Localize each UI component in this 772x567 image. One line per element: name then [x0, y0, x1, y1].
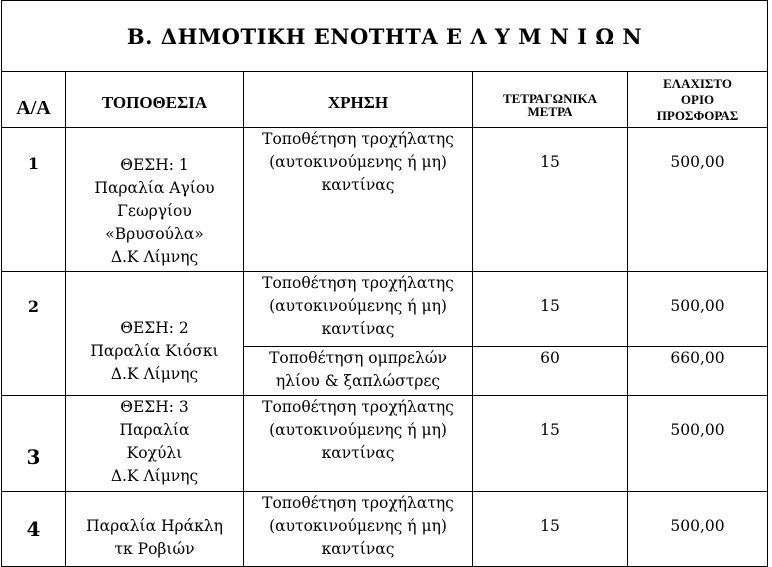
header-min-offer-line: ΠΡΟΣΦΟΡΑΣ: [656, 107, 739, 123]
row-number: 2: [2, 272, 66, 396]
use-cell: [244, 492, 473, 567]
min-offer-value: 500,00: [628, 396, 768, 492]
use-line: (αυτοκινούμενης ή μη): [269, 153, 447, 171]
sqm-value: 15: [473, 492, 628, 567]
header-min-offer: [628, 72, 768, 128]
use-cell: [244, 396, 473, 492]
table-row: [2, 128, 768, 272]
use-line: (αυτοκινούμενης ή μη): [269, 517, 447, 535]
table-row: [2, 492, 768, 567]
use-line: Τοποθέτηση τροχήλατης: [262, 130, 454, 148]
use-line: (αυτοκινούμενης ή μη): [269, 297, 447, 315]
sqm-value: 15: [473, 396, 628, 492]
header-use: ΧΡΗΣΗ: [244, 72, 473, 128]
table-row: [2, 396, 768, 492]
tender-table: [1, 0, 768, 567]
use-cell: [244, 128, 473, 272]
use-line: ηλίου & ξαπλώστρες: [275, 372, 441, 390]
sqm-value: 15: [473, 272, 628, 347]
location-line: Δ.Κ Λίμνης: [110, 248, 199, 266]
row-number: 1: [2, 128, 66, 272]
location-line: Παραλία Αγίου: [94, 179, 215, 197]
use-line: καντίνας: [321, 444, 395, 462]
location-cell: [66, 128, 244, 272]
use-line: Τοποθέτηση τροχήλατης: [262, 398, 454, 416]
location-line: Γεωργίου: [117, 202, 192, 220]
table-row: [2, 272, 768, 347]
use-cell: [244, 347, 473, 396]
location-line: τκ Ροβιών: [114, 540, 195, 558]
location-line: ΘΕΣΗ: 3: [120, 398, 189, 416]
location-cell: [66, 492, 244, 567]
use-line: Τοποθέτηση τροχήλατης: [262, 274, 454, 292]
header-row: [2, 72, 768, 128]
use-line: Τοποθέτηση τροχήλατης: [262, 494, 454, 512]
location-line: Παραλία Κιόσκι: [90, 342, 219, 360]
location-line: Κοχύλι: [126, 444, 183, 462]
location-line: «Βρυσούλα»: [105, 225, 204, 243]
sqm-value: 60: [473, 347, 628, 396]
header-sqm-line: ΜΕΤΡΑ: [527, 103, 573, 119]
use-line: Τοποθέτηση ομπρελών: [269, 349, 447, 367]
location-line: Δ.Κ Λίμνης: [110, 467, 199, 485]
header-min-offer-line: ΟΡΙΟ: [680, 91, 715, 107]
location-line: Παραλία Ηράκλη: [86, 517, 223, 535]
location-line: ΘΕΣΗ: 2: [120, 319, 189, 337]
location-line: ΘΕΣΗ: 1: [120, 156, 189, 174]
location-line: Δ.Κ Λίμνης: [110, 365, 199, 383]
row-number: 4: [2, 492, 66, 567]
row-number: 3: [2, 396, 66, 492]
header-aa: Α/Α: [2, 72, 66, 128]
location-cell: [66, 396, 244, 492]
location-cell: [66, 272, 244, 396]
min-offer-value: 500,00: [628, 272, 768, 347]
min-offer-value: 500,00: [628, 128, 768, 272]
use-line: καντίνας: [321, 176, 395, 194]
use-cell: [244, 272, 473, 347]
location-line: Παραλία: [119, 421, 190, 439]
min-offer-value: 660,00: [628, 347, 768, 396]
use-line: καντίνας: [321, 320, 395, 338]
header-min-offer-line: ΕΛΑΧΙΣΤΟ: [663, 75, 732, 91]
table-title: Β. ΔΗΜΟΤΙΚΗ ΕΝΟΤΗΤΑ Ε Λ Υ Μ Ν Ι Ω Ν: [2, 1, 768, 72]
use-line: (αυτοκινούμενης ή μη): [269, 421, 447, 439]
min-offer-value: 500,00: [628, 492, 768, 567]
header-sqm: [473, 72, 628, 128]
header-sqm-line: ΤΕΤΡΑΓΩΝΙΚΑ: [502, 90, 598, 106]
header-location: ΤΟΠΟΘΕΣΙΑ: [66, 72, 244, 128]
use-line: καντίνας: [321, 540, 395, 558]
sqm-value: 15: [473, 128, 628, 272]
